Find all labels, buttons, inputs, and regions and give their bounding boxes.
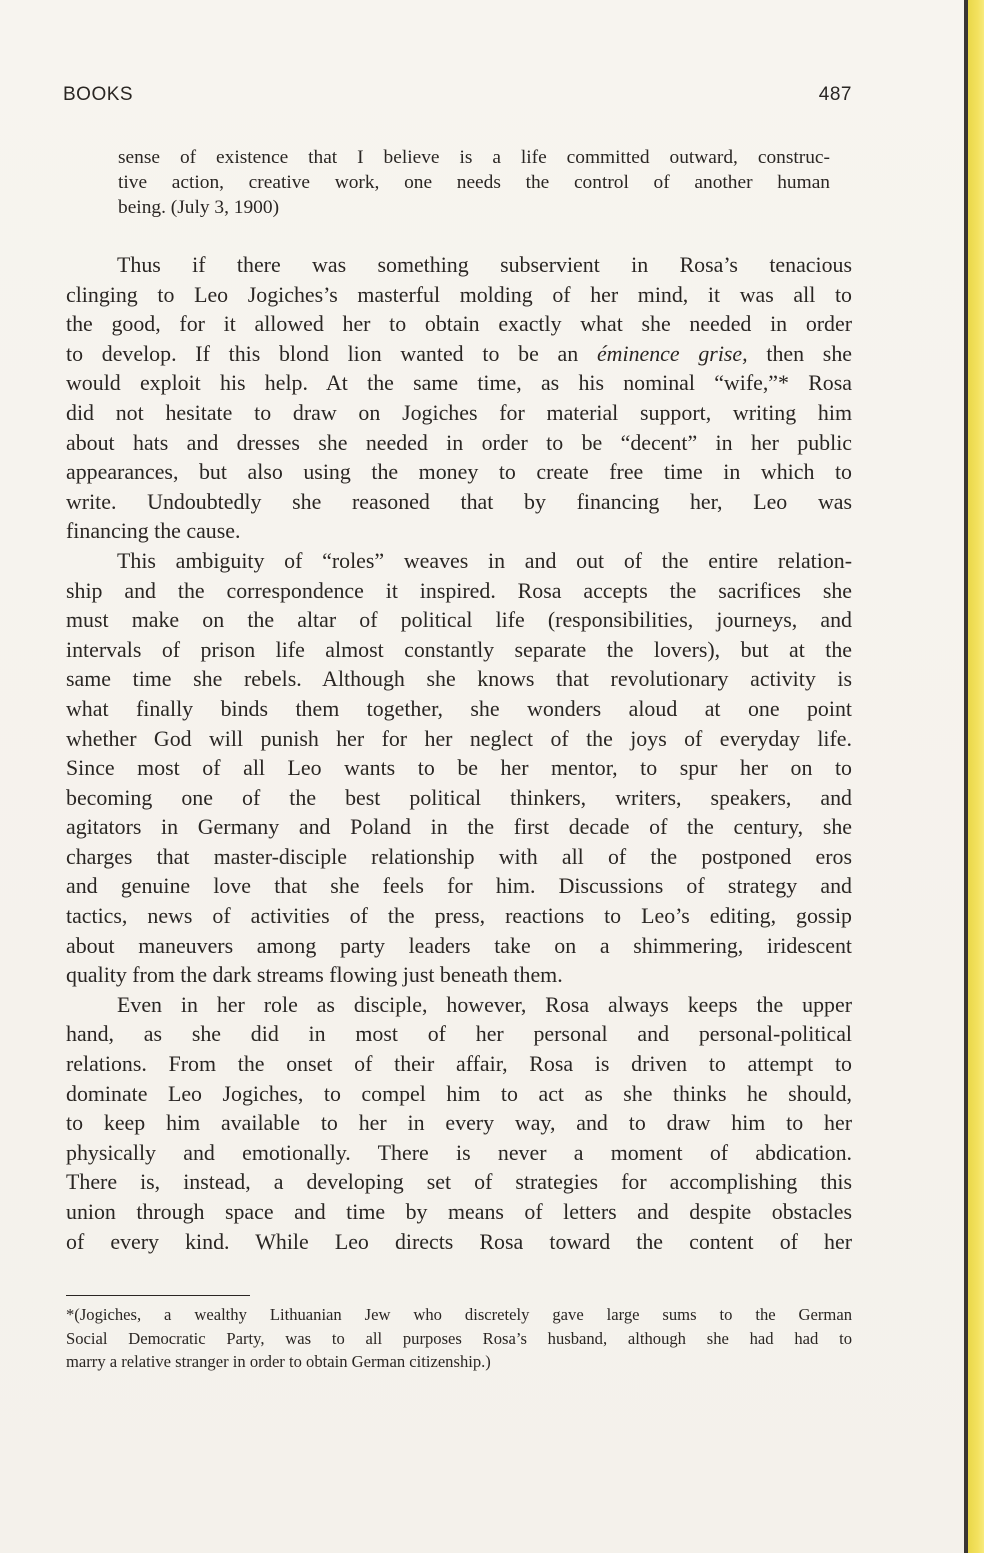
quote-line: tive action, creative work, one needs the control of another human: [118, 172, 830, 193]
footnote-line: *(Jogiches, a wealthy Lithuanian Jew who discretely gave large sums to the German: [66, 1305, 852, 1324]
text-line: clinging to Leo Jogiches’s masterful molding of her mind, it was all to: [66, 281, 852, 307]
block-quotation: [118, 145, 830, 220]
text-line: what finally binds them together, she wonders aloud at one point: [66, 695, 852, 721]
text-line: would exploit his help. At the same time, as his nominal “wife,”* Rosa: [66, 370, 852, 396]
text-line: hand, as she did in most of her personal and personal-political: [66, 1021, 852, 1047]
running-head-title: BOOKS: [63, 84, 134, 105]
text-line: about maneuvers among party leaders take on a shimmering, iridescent: [66, 932, 852, 958]
footnote: [66, 1303, 852, 1374]
text-line: about hats and dresses she needed in order to be “decent” in her public: [66, 429, 852, 455]
text-line: This ambiguity of “roles” weaves in and out of the entire relation-: [117, 547, 852, 573]
quote-line: sense of existence that I believe is a life committed outward, construc-: [118, 147, 830, 168]
text-line: Since most of all Leo wants to be her mentor, to spur her on to: [66, 755, 852, 781]
text-line: dominate Leo Jogiches, to compel him to act as she thinks he should,: [66, 1080, 852, 1106]
text-line: of every kind. While Leo directs Rosa toward the content of her: [66, 1228, 852, 1254]
text-line: Thus if there was something subservient in Rosa’s tenacious: [117, 252, 852, 277]
footnote-line: marry a relative stranger in order to obtain German citizenship.): [66, 1352, 491, 1371]
text-line: intervals of prison life almost constantly separate the lovers), but at the: [66, 636, 852, 662]
text-line: union through space and time by means of letters and despite obstacles: [66, 1199, 852, 1224]
text-segment: to develop. If this blond lion wanted to be an: [66, 340, 579, 366]
quote-line: being. (July 3, 1900): [118, 197, 280, 218]
text-line: and genuine love that she feels for him. Discussions of strategy and: [66, 873, 852, 899]
page-edge-margin: [968, 0, 984, 1553]
text-line: physically and emotionally. There is never a moment of abdication.: [66, 1139, 852, 1165]
footnote-line: Social Democratic Party, was to all purposes Rosa’s husband, although she had had to: [66, 1328, 852, 1348]
page-number: 487: [818, 84, 852, 105]
text-line: did not hesitate to draw on Jogiches for material support, writing him: [66, 399, 852, 425]
text-line: same time she rebels. Although she knows that revolutionary activity is: [66, 666, 852, 692]
body-text: [66, 250, 852, 1256]
text-line: becoming one of the best political thinkers, writers, speakers, and: [66, 784, 852, 810]
text-line: There is, instead, a developing set of strategies for accomplishing this: [66, 1169, 852, 1195]
footnote-rule: [66, 1295, 250, 1296]
text-line: write. Undoubtedly she reasoned that by financing her, Leo was: [66, 488, 852, 514]
text-line: charges that master-disciple relationship with all of the postponed eros: [66, 843, 852, 869]
text-line: [66, 339, 852, 369]
text-line: ship and the correspondence it inspired. Rosa accepts the sacrifices she: [66, 577, 852, 603]
text-line: to keep him available to her in every way, and to draw him to her: [66, 1110, 852, 1136]
text-line: the good, for it allowed her to obtain exactly what she needed in order: [66, 311, 852, 337]
text-line: financing the cause.: [66, 518, 241, 544]
text-line: quality from the dark streams flowing just beneath them.: [66, 962, 563, 988]
text-line: relations. From the onset of their affair, Rosa is driven to attempt to: [66, 1051, 852, 1077]
text-line: whether God will punish her for her neglect of the joys of everyday life.: [66, 725, 852, 751]
running-head: [63, 84, 852, 110]
text-line: tactics, news of activities of the press, reactions to Leo’s editing, gossip: [66, 903, 852, 929]
text-line: appearances, but also using the money to create free time in which to: [66, 459, 852, 485]
italic-phrase: éminence grise,: [596, 340, 748, 366]
text-line: agitators in Germany and Poland in the first decade of the century, she: [66, 814, 852, 840]
text-line: must make on the altar of political life (responsibilities, journeys, and: [66, 607, 852, 633]
text-segment: then she: [766, 340, 852, 366]
text-line: Even in her role as disciple, however, Rosa always keeps the upper: [117, 991, 852, 1017]
